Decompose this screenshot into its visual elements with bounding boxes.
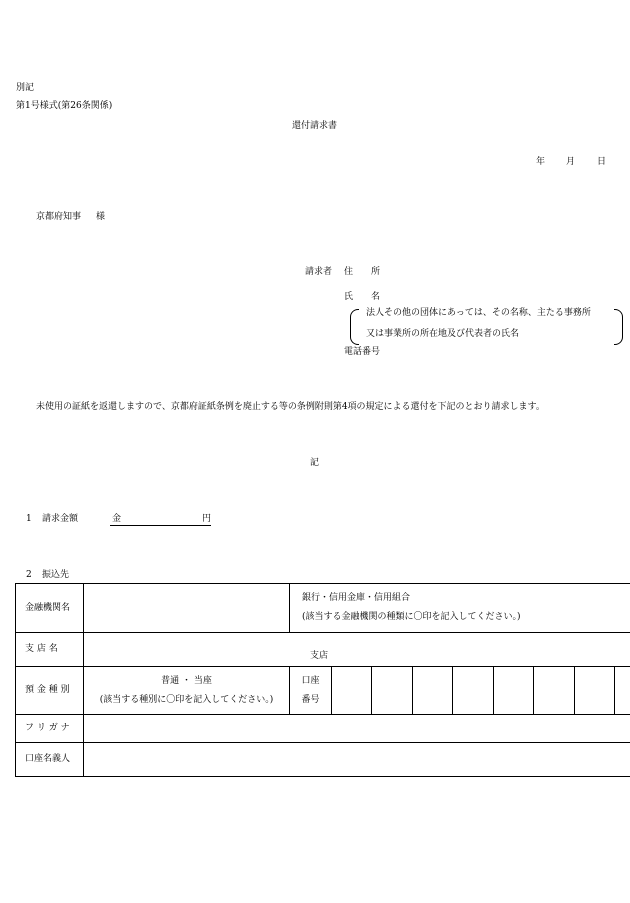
branch-suffix: 支店 xyxy=(310,651,329,661)
address-label: 住 所 xyxy=(344,267,381,277)
institution-row xyxy=(16,584,630,633)
account-digit-4[interactable] xyxy=(453,667,494,715)
account-holder-label: 口座名義人 xyxy=(16,743,84,777)
branch-label: 支 店 名 xyxy=(16,633,84,667)
section2-number: 2 xyxy=(26,570,32,580)
transfer-table xyxy=(15,583,630,777)
branch-row xyxy=(16,633,630,667)
addressee-name: 京都府知事 xyxy=(36,212,82,222)
account-digit-7[interactable] xyxy=(575,667,615,715)
ki-label: 記 xyxy=(310,458,320,468)
request-statement: 未使用の証紙を返還しますので、京都府証紙条例を廃止する等の条例附則第4項の規定による還付を下記のとおり請求します。 xyxy=(36,402,545,412)
deposit-row xyxy=(16,667,630,715)
institution-types: 銀行・信用金庫・信用組合 xyxy=(302,593,411,604)
page-title: 還付請求書 xyxy=(292,121,338,131)
branch-cell[interactable] xyxy=(84,633,630,667)
account-label-2: 番号 xyxy=(301,694,320,705)
phone-label: 電話番号 xyxy=(344,347,381,357)
corporate-note-line1: 法人その他の団体にあっては、その名称、主たる事務所 xyxy=(366,308,591,318)
institution-note: (該当する金融機関の種類に〇印を記入してください。) xyxy=(302,612,521,622)
holder-row xyxy=(16,743,630,777)
deposit-types: 普通 ・ 当座 xyxy=(161,675,212,686)
form-number: 第1号様式(第26条関係) xyxy=(16,101,113,111)
account-digit-5[interactable] xyxy=(494,667,534,715)
section1-label: 請求金額 xyxy=(42,514,79,524)
addressee-honorific: 様 xyxy=(96,212,106,222)
amount-kin-label: 金 xyxy=(112,514,122,524)
account-digit-6[interactable] xyxy=(534,667,575,715)
section2-label: 振込先 xyxy=(42,570,70,580)
amount-yen-label: 円 xyxy=(202,514,212,524)
account-digit-2[interactable] xyxy=(372,667,413,715)
account-digit-1[interactable] xyxy=(332,667,372,715)
name-label: 氏 名 xyxy=(344,292,381,302)
right-bracket xyxy=(614,309,623,345)
amount-underline[interactable] xyxy=(110,525,211,526)
institution-label: 金融機関名 xyxy=(16,584,84,633)
institution-name-cell[interactable] xyxy=(84,584,290,633)
date-day-label: 日 xyxy=(597,157,607,167)
claimant-label: 請求者 xyxy=(305,267,333,277)
corporate-note-line2: 又は事業所の所在地及び代表者の氏名 xyxy=(366,329,520,339)
account-number-label-cell xyxy=(290,667,332,715)
institution-type-cell[interactable] xyxy=(290,584,630,633)
deposit-note: (該当する種別に〇印を記入してください。) xyxy=(99,694,274,705)
date-month-label: 月 xyxy=(566,157,576,167)
account-holder-cell[interactable] xyxy=(84,743,630,777)
account-digit-8[interactable] xyxy=(615,667,630,715)
furigana-row xyxy=(16,715,630,743)
date-year-label: 年 xyxy=(536,157,546,167)
left-bracket xyxy=(350,309,359,345)
account-label-1: 口座 xyxy=(301,675,320,686)
account-digit-3[interactable] xyxy=(413,667,453,715)
deposit-type-label: 預 金 種 別 xyxy=(16,667,84,715)
section1-number: 1 xyxy=(26,514,32,524)
appendix-label: 別記 xyxy=(16,83,35,93)
furigana-label: フ リ ガ ナ xyxy=(16,715,84,743)
deposit-type-cell[interactable] xyxy=(84,667,290,715)
furigana-cell[interactable] xyxy=(84,715,630,743)
